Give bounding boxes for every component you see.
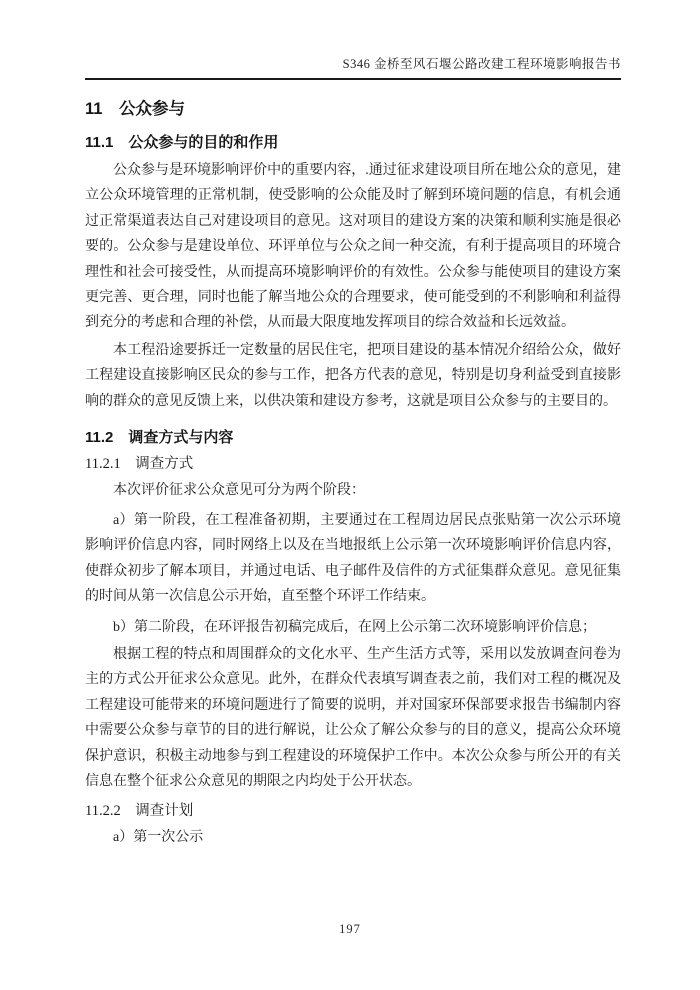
content-column	[85, 0, 621, 850]
subsection-heading-11-2-1: 11.2.1 调查方式	[85, 456, 194, 473]
paragraph-11-2-2-p1: a）第一次公示	[113, 829, 204, 845]
page-number: 197	[339, 922, 361, 936]
page-footer	[0, 920, 700, 938]
running-header-title: S346 金桥至风石堰公路改建工程环境影响报告书	[342, 57, 621, 71]
section-heading-11-1: 11.1 公众参与的目的和作用	[85, 134, 279, 151]
paragraph-11-2-1-p1: 本次评价征求公众意见可分为两个阶段：	[113, 482, 365, 498]
paragraph-11-2-1-p4: 根据工程的特点和周围群众的文化水平、生产生活方式等，采用以发放调查问卷为主的方式公开征求公众意见。此外，在群众代表填写调查表之前，我们对工程的概况及工程建设可能带来的环境问题进行了简要的说明，并对国家环保部要求报告书编制内容中需要公众参与章节的目的进行解说，让公众了解公众参与的目的意义，提高公众环境保护意识，积极主动地参与到工程建设的环境保护工作中。本次公众参与所公开的有关信息在整个征求公众意见的期限之内均处于公开状态。	[85, 647, 621, 790]
paragraph-11-2-1-p3: b）第二阶段，在环评报告初稿完成后，在网上公示第二次环境影响评价信息；	[113, 619, 596, 635]
paragraph-11-2-1-p2: a）第一阶段，在工程准备初期，主要通过在工程周边居民点张贴第一次公示环境影响评价信息内容，同时网络上以及在当地报纸上公示第一次环境影响评价信息内容，使群众初步了解本项目，并通过电话、电子邮件及信件的方式征集群众意见。意见征集的时间从第一次信息公示开始，直至整个环评工作结束。	[85, 512, 621, 605]
paragraph-11-1-p1: 公众参与是环境影响评价中的重要内容，.通过征求建设项目所在地公众的意见，建立公众环境管理的正常机制，使受影响的公众能及时了解到环境问题的信息，有机会通过正常渠道表达自己对建设项目的意见。这对项目的建设方案的决策和顺利实施是很必要的。公众参与是建设单位、环评单位与公众之间一种交流，有利于提高项目的环境合理性和社会可接受性，从而提高环境影响评价的有效性。公众参与能使项目的建设方案更完善、更合理，同时也能了解当地公众的合理要求，使可能受到的不利影响和利益得到充分的考虑和合理的补偿，从而最大限度地发挥项目的综合效益和长远效益。	[85, 163, 621, 331]
paragraph-11-1-p2: 本工程沿途要拆迁一定数量的居民住宅，把项目建设的基本情况介绍给公众，做好工程建设直接影响区民众的参与工作，把各方代表的意见，特别是切身利益受到直接影响的群众的意见反馈上来，以供决策和建设方参考，这就是项目公众参与的主要目的。	[85, 342, 621, 409]
running-header	[85, 0, 621, 80]
section-heading-11-2: 11.2 调查方式与内容	[85, 429, 234, 447]
spacer	[85, 503, 621, 506]
spacer	[85, 610, 621, 613]
chapter-heading: 11 公众参与	[85, 100, 185, 118]
subsection-heading-11-2-2: 11.2.2 调查计划	[85, 803, 194, 820]
